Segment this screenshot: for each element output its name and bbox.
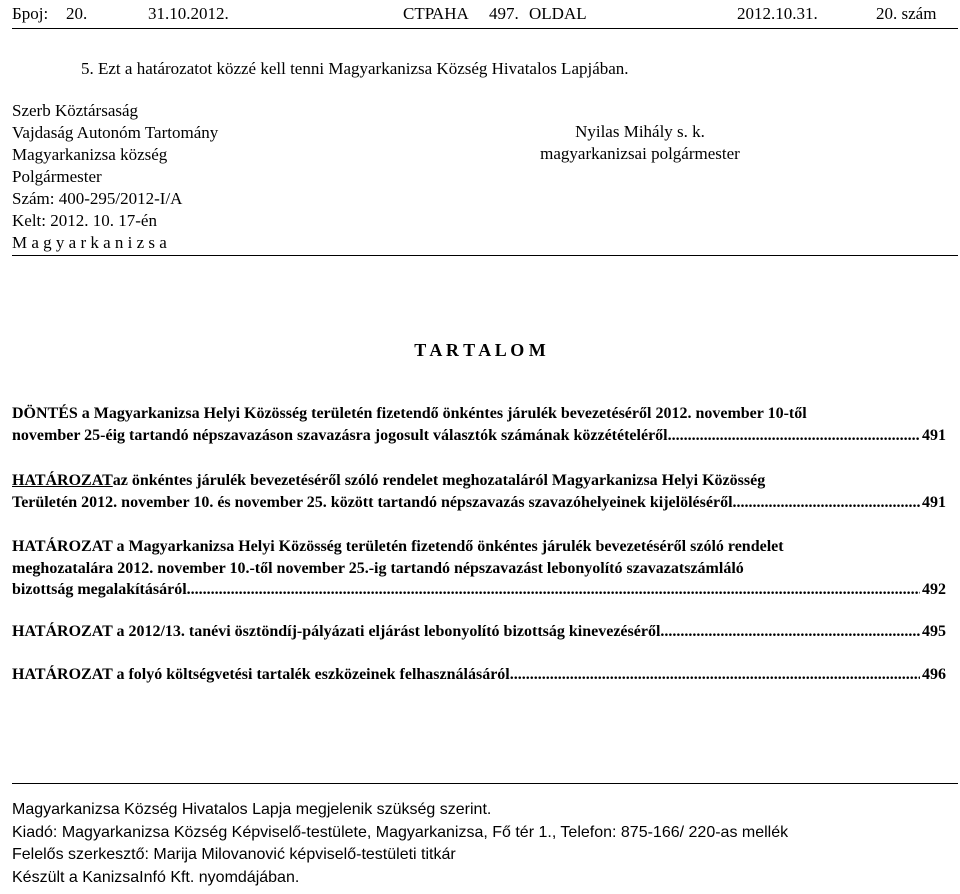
imprint-line: Kiadó: Magyarkanizsa Község Képviselő-testülete, Magyarkanizsa, Fő tér 1., Telefon: 875-166/ 220-as mellék [12,823,789,841]
page-label-hu: OLDAL [529,4,587,23]
toc-page-number: 491 [922,493,946,511]
toc-entry-text: DÖNTÉS a Magyarkanizsa Helyi Közösség területén fizetendő önkéntes járulék bevezetéséről 2012. november 10-től [12,405,807,422]
imprint-line: Felelős szerkesztő: Marija Milovanović képviselő-testületi titkár [12,846,456,863]
toc-entry-line [12,536,946,558]
dot-leader [510,664,920,686]
issuer-block [12,100,218,254]
issuer-line: M a g y a r k a n i z s a [12,233,167,252]
issue-number: 20. [66,4,88,23]
dot-leader [187,579,920,601]
issuer-line: Szerb Köztársaság [12,101,139,120]
toc-entry[interactable] [12,536,946,601]
page-label-sr: СТРАНА [403,4,469,23]
toc-entry-line [12,558,946,580]
dot-leader [733,492,920,514]
dot-leader [668,425,920,447]
imprint-block [12,799,788,889]
toc-entry-text: november 25-éig tartandó népszavazáson szavazásra jogosult választók számának közzétételéről [12,426,668,444]
header-rule [12,28,958,29]
toc-entry-line [12,579,946,601]
toc-entry-text: az önkéntes járulék bevezetéséről szóló rendelet meghozataláról Magyarkanizsa Helyi Közösség [112,472,766,489]
issue-number-hu: 20. szám [876,4,937,23]
toc-page-number: 496 [922,666,946,683]
toc-entry-text: HATÁROZAT a Magyarkanizsa Helyi Közösség területén fizetendő önkéntes járulék bevezetéséről szóló rendelet [12,538,784,555]
page-number: 497. [489,4,519,23]
toc-entry-text: meghozatalára 2012. november 10.-től november 25.-ig tartandó népszavazást lebonyolító szavazatszámláló [12,559,744,577]
toc-entry-line [12,664,946,686]
toc-entry-keyword: HATÁROZAT [12,472,113,489]
toc-page-number: 491 [922,426,946,444]
imprint-line: Készült a KanizsaInfó Kft. nyomdájában. [12,868,300,886]
toc-entry[interactable] [12,664,946,686]
section-rule [12,255,958,256]
toc-entry-line [12,621,946,643]
issue-label: Број: [12,4,49,23]
issuer-line: Polgármester [12,167,102,186]
publication-clause: 5. Ezt a határozatot közzé kell tenni Magyarkanizsa Község Hivatalos Lapjában. [81,59,629,78]
toc-entry[interactable] [12,470,946,513]
dot-leader [660,621,920,643]
toc-entry-text: Területén 2012. november 10. és november 25. között tartandó népszavazás szavazóhelyeinek kijelöléséről [12,493,733,511]
toc-entry[interactable] [12,403,946,446]
toc-entry-line [12,492,946,514]
issue-date: 31.10.2012. [148,4,229,23]
issue-date-hu: 2012.10.31. [737,4,818,23]
issuer-line: Magyarkanizsa község [12,145,168,164]
imprint-line: Magyarkanizsa Község Hivatalos Lapja megjelenik szükség szerint. [12,801,492,818]
toc-page-number: 495 [922,623,946,640]
toc-entry-line [12,425,946,447]
toc-entry[interactable] [12,621,946,643]
toc-entry-text: HATÁROZAT a folyó költségvetési tartalék eszközeinek felhasználásáról [12,666,510,683]
issuer-line: Kelt: 2012. 10. 17-én [12,211,157,230]
toc-entry-line [12,470,946,492]
issuer-line: Vajdaság Autonóm Tartomány [12,123,219,142]
toc-entry-text: bizottság megalakításáról [12,581,187,598]
toc-entry-text: HATÁROZAT a 2012/13. tanévi ösztöndíj-pályázati eljárást lebonyolító bizottság kinevezéséről [12,623,661,640]
issuer-line: Szám: 400-295/2012-I/A [12,189,183,208]
imprint-rule [12,783,958,784]
signature-block [500,121,780,165]
signer-name: Nyilas Mihály s. k. [575,122,705,141]
toc-page-number: 492 [922,581,946,598]
signer-title: magyarkanizsai polgármester [540,144,740,163]
toc-title: T A R T A L O M [414,340,546,360]
toc-entry-line [12,403,946,425]
